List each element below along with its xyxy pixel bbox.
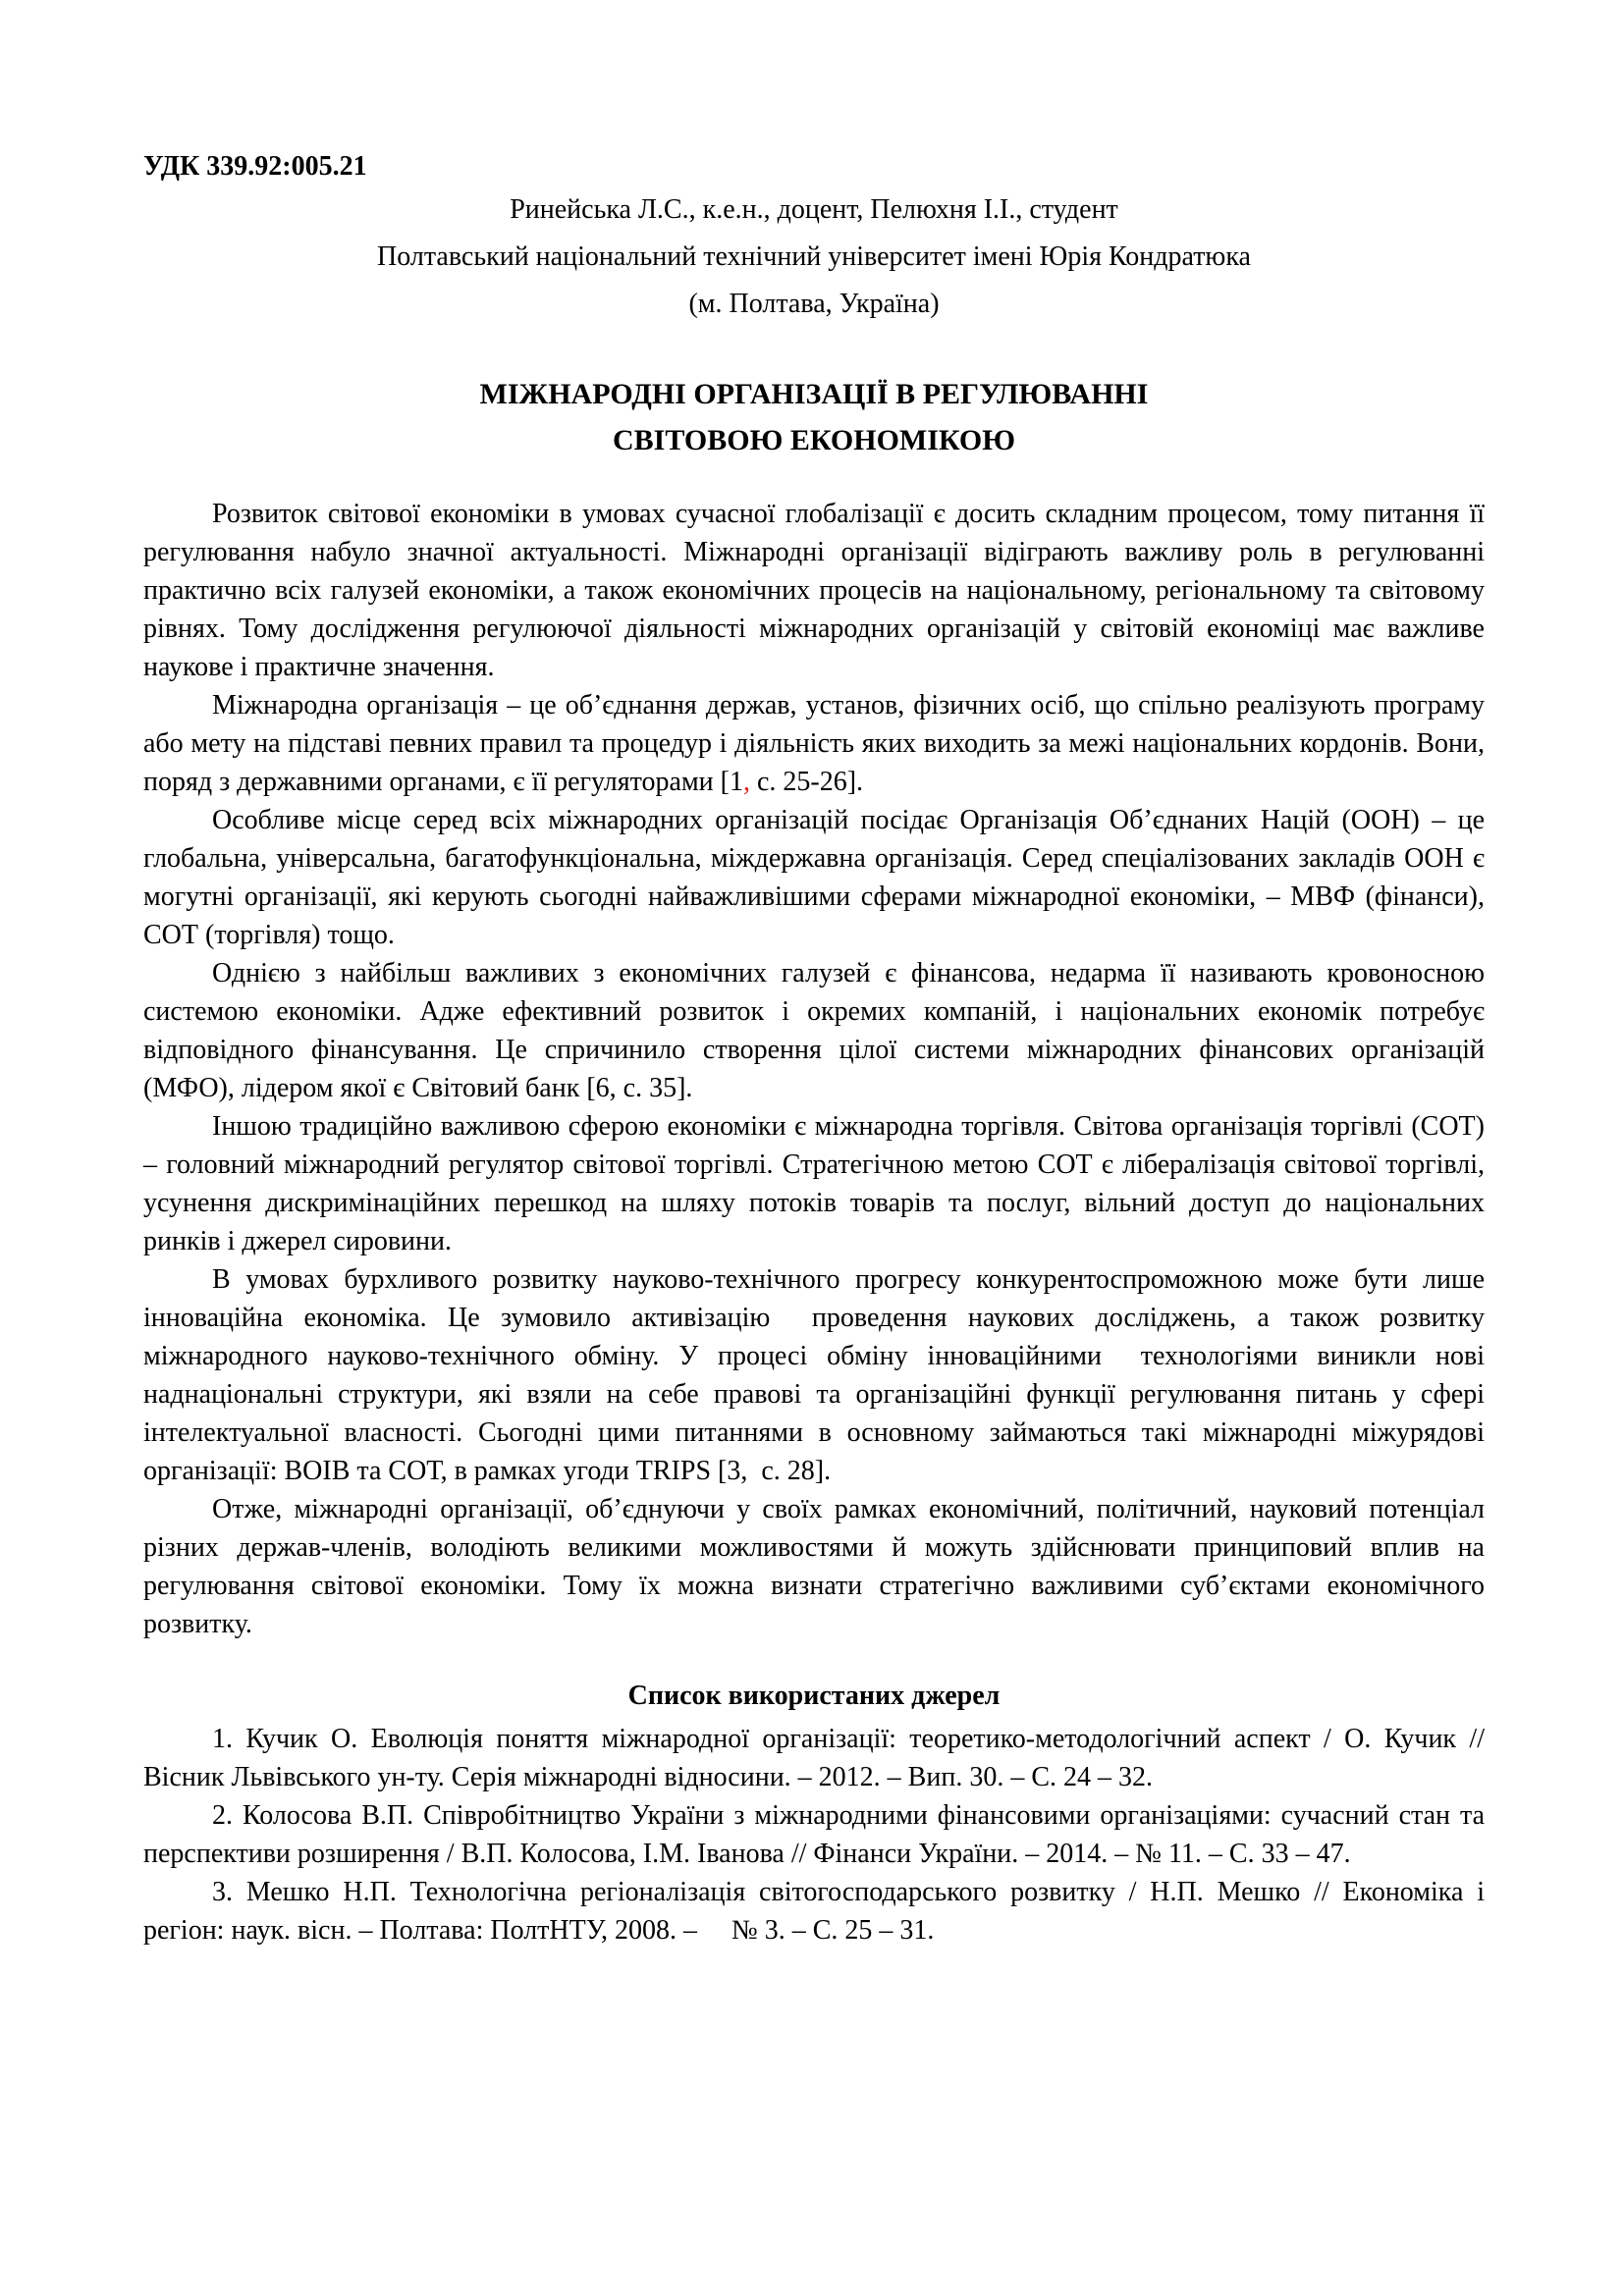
article-body: [143, 495, 1485, 1643]
udc-code: УДК 339.92:005.21: [143, 151, 367, 182]
paragraph-1: Розвиток світової економіки в умовах сучасної глобалізації є досить складним процесом, тому питання її регулювання набуло значної актуальності. Міжнародні організації відіграють важливу роль в регулюванні практично всіх галузей економіки, а також економічних процесів на національному, регіональному та світовому рівнях. Тому дослідження регулюючої діяльності міжнародних організацій у світовій економіці має важливе наукове і практичне значення.: [143, 499, 1485, 682]
reference-item-1: 1. Кучик О. Еволюція поняття міжнародної організації: теоретико-методологічний аспект / О. Кучик // Вісник Львівського ун-ту. Серія міжнародні відносини. – 2012. – Вип. 30. – С. 24 – 32.: [143, 1724, 1485, 1792]
references-list: [143, 1720, 1485, 1949]
authors-line: Ринейська Л.С., к.е.н., доцент, Пелюхня І.І., студент: [510, 194, 1118, 225]
paragraph-6: В умовах бурхливого розвитку науково-технічного прогресу конкурентоспроможною може бути лише інноваційна економіка. Це зумовило активізацію проведення наукових досліджень, а також розвитку міжнародного науково-технічного обміну. У процесі обміну інноваційними технологіями виникли нові наднаціональні структури, які взяли на себе правові та організаційні функції регулювання питань у сфері інтелектуальної власності. Сьогодні цими питаннями в основному займаються такі міжнародні міжурядові організації: ВОІВ та СОТ, в рамках угоди TRIPS [3, с. 28].: [143, 1264, 1485, 1486]
paragraph-4: Однією з найбільш важливих з економічних галузей є фінансова, недарма її називають кровоносною системою економіки. Адже ефективний розвиток і окремих компаній, і національних економік потребує відповідного фінансування. Це спричинило створення цілої системи міжнародних фінансових організацій (МФО), лідером якої є Світовий банк [6, с. 35].: [143, 958, 1485, 1103]
article-title-line-1: МІЖНАРОДНІ ОРГАНІЗАЦІЇ В РЕГУЛЮВАННІ: [479, 378, 1149, 410]
paragraph-3: Особливе місце серед всіх міжнародних організацій посідає Організація Об’єднаних Націй (ООН) – це глобальна, універсальна, багатофункціональна, міждержавна організація. Серед спеціалізованих закладів ООН є могутні організації, які керують сьогодні найважливішими сферами міжнародної економіки, – МВФ (фінанси), СОТ (торгівля) тощо.: [143, 805, 1485, 950]
paragraph-7: Отже, міжнародні організації, об’єднуючи у своїх рамках економічний, політичний, науковий потенціал різних держав-членів, володіють великими можливостями й можуть здійснювати принциповий вплив на регулювання світової економіки. Тому їх можна визнати стратегічно важливими суб’єктами економічного розвитку.: [143, 1494, 1485, 1639]
affiliation-line: Полтавський національний технічний університет імені Юрія Кондратюка: [377, 241, 1251, 272]
red-comma: ,: [742, 767, 750, 797]
paragraph-5: Іншою традиційно важливою сферою економіки є міжнародна торгівля. Світова організація торгівлі (СОТ) – головний міжнародний регулятор світової торгівлі. Стратегічною метою СОТ є лібералізація світової торгівлі, усунення дискримінаційних перешкод на шляху потоків товарів та послуг, вільний доступ до національних ринків і джерел сировини.: [143, 1111, 1485, 1256]
paragraph-2: [143, 686, 1485, 801]
article-title: [143, 371, 1485, 463]
references-heading: Список використаних джерел: [627, 1681, 1001, 1711]
reference-item-2: 2. Колосова В.П. Співробітництво України з міжнародними фінансовими організаціями: сучасний стан та перспективи розширення / В.П. Колосова, І.М. Іванова // Фінанси України. – 2014. – № 11. – С. 33 – 47.: [143, 1800, 1485, 1869]
paragraph-2-text-end: с. 25-26].: [749, 767, 864, 797]
byline-block: [143, 187, 1485, 328]
article-title-line-2: СВІТОВОЮ ЕКОНОМІКОЮ: [612, 424, 1016, 456]
reference-item-3: 3. Мешко Н.П. Технологічна регіоналізація світогосподарського розвитку / Н.П. Мешко // Економіка і регіон: наук. вісн. – Полтава: ПолтНТУ, 2008. – № 3. – С. 25 – 31.: [143, 1877, 1485, 1946]
location-line: (м. Полтава, Україна): [688, 289, 940, 319]
paragraph-2-text: Міжнародна організація – це об’єднання держав, установ, фізичних осіб, що спільно реалізують програму або мету на підставі певних правил та процедур і діяльність яких виходить за межі національних кордонів. Вони, поряд з державними органами, є її регуляторами [1: [143, 690, 1485, 797]
